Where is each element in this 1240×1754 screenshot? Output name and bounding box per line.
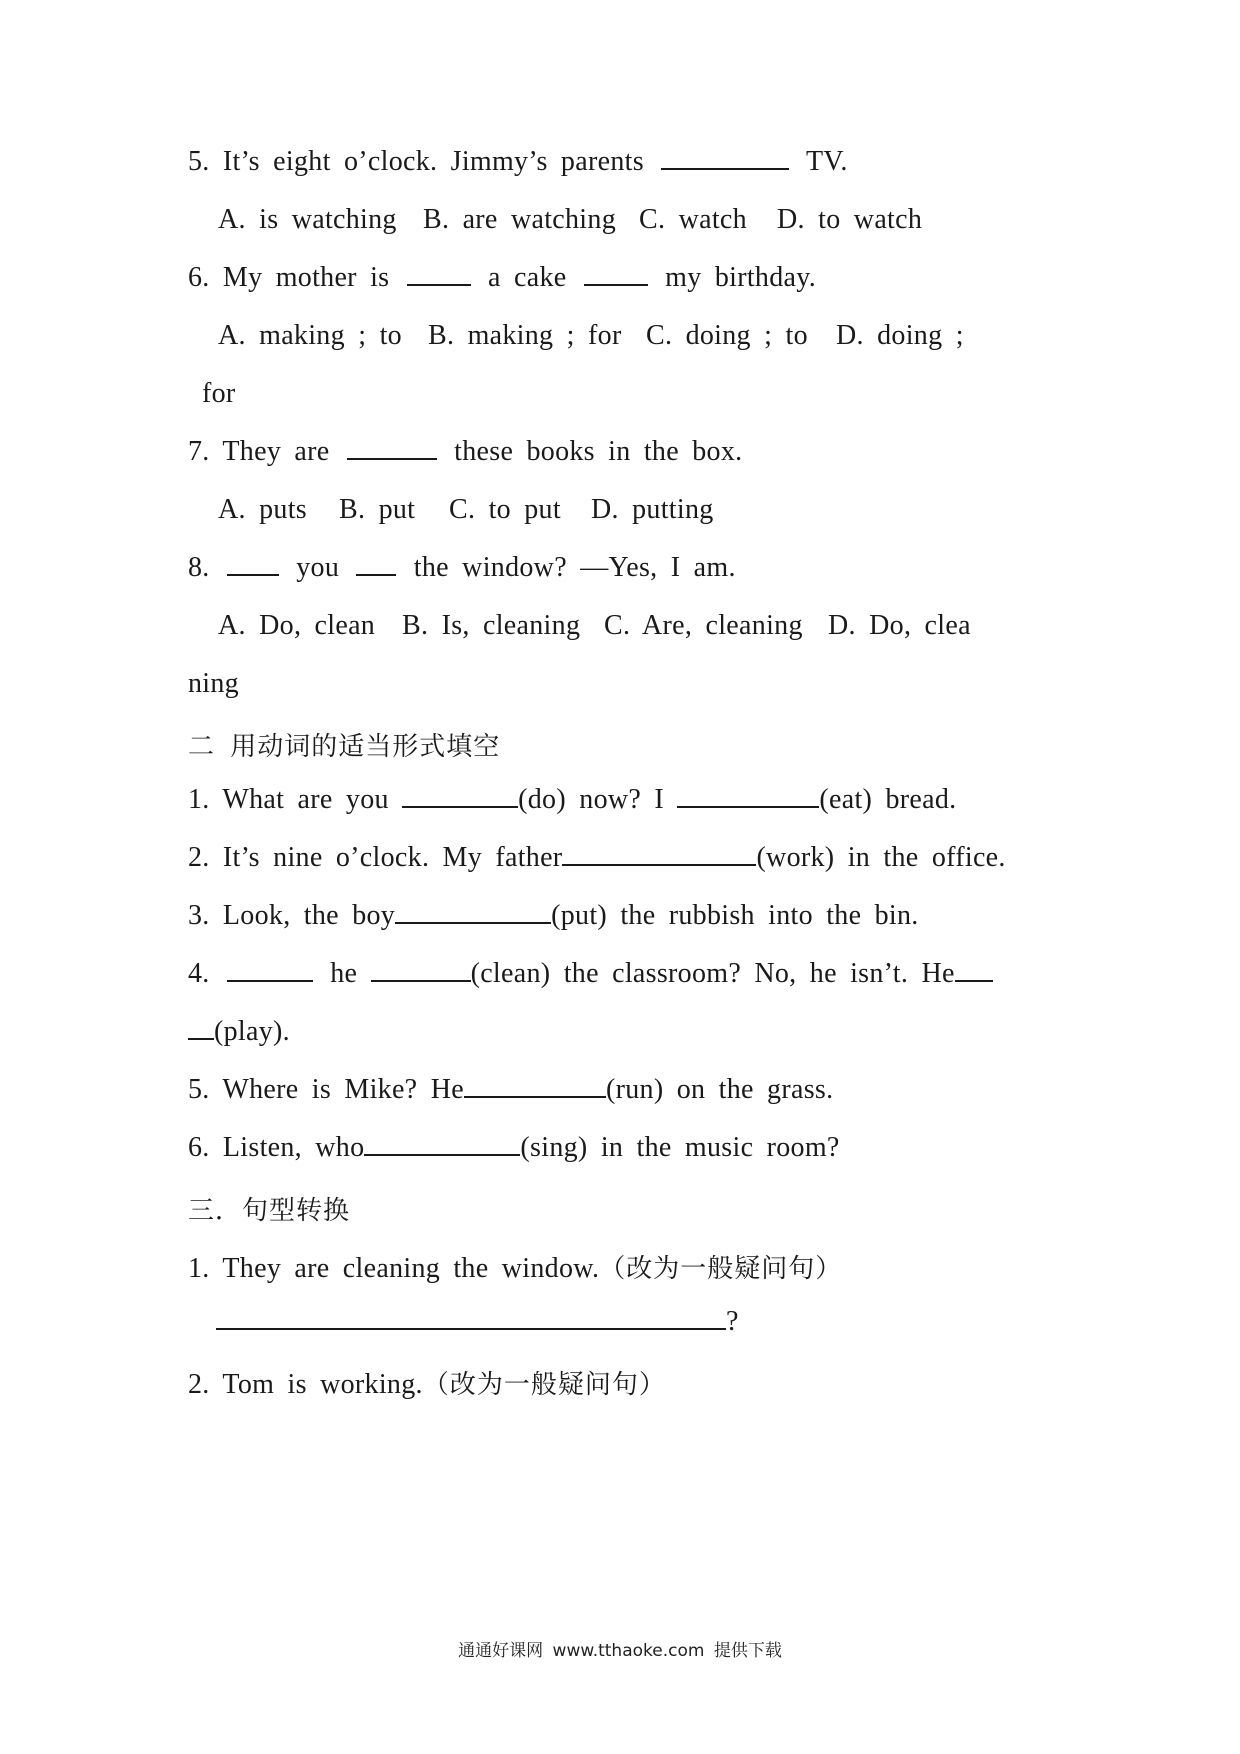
answer-blank[interactable] xyxy=(677,784,819,808)
option-d: D. putting xyxy=(591,494,714,525)
option-c: C. watch xyxy=(639,204,747,235)
fill-q4-text-mid: he xyxy=(330,958,358,989)
answer-blank[interactable] xyxy=(955,958,993,982)
option-d: D. Do, clea xyxy=(828,610,971,641)
answer-blank[interactable] xyxy=(395,900,551,924)
option-a: A. puts xyxy=(218,494,307,525)
option-b: B. put xyxy=(339,494,416,525)
answer-blank[interactable] xyxy=(188,1016,214,1040)
transform-q1-note: （改为一般疑问句） xyxy=(599,1254,843,1284)
q6-stem: 6. My mother is xyxy=(188,262,390,293)
fill-q5-text-end: (run) on the grass. xyxy=(605,1074,834,1105)
fill-question-6 xyxy=(188,1132,840,1164)
fill-q3-text: 3. Look, the boy xyxy=(188,900,396,931)
page-footer: 通通好课网 www.tthaoke.com 提供下载 xyxy=(458,1641,782,1661)
answer-blank[interactable] xyxy=(584,262,648,286)
fill-q1-text-mid: (do) now? I xyxy=(518,784,665,815)
fill-q6-text: 6. Listen, who xyxy=(188,1132,365,1163)
q5-stem: 5. It’s eight o’clock. Jimmy’s parents xyxy=(188,146,644,177)
fill-question-5 xyxy=(188,1074,833,1106)
fill-q4-wrap xyxy=(188,1016,290,1048)
question-6 xyxy=(188,262,816,294)
q6-stem-end: my birthday. xyxy=(665,262,817,293)
answer-blank[interactable] xyxy=(364,1132,520,1156)
transform-q1-text: 1. They are cleaning the window. xyxy=(188,1253,600,1284)
q5-stem-end: TV. xyxy=(806,146,848,177)
answer-blank[interactable] xyxy=(227,552,279,576)
answer-blank[interactable] xyxy=(407,262,471,286)
answer-blank[interactable] xyxy=(216,1306,726,1330)
q8-options xyxy=(218,610,971,642)
option-a: A. making ; to xyxy=(218,320,402,351)
fill-q6-text-end: (sing) in the music room? xyxy=(520,1132,840,1163)
option-c: C. doing ; to xyxy=(646,320,808,351)
q8-stem: 8. xyxy=(188,552,210,583)
answer-blank[interactable] xyxy=(227,958,313,982)
q6-options xyxy=(218,320,964,352)
fill-q2-text: 2. It’s nine o’clock. My father xyxy=(188,842,563,873)
q8-stem-end: the window? —Yes, I am. xyxy=(413,552,736,583)
section-2-heading: 二 用动词的适当形式填空 xyxy=(188,732,501,762)
option-b: B. are watching xyxy=(423,204,616,235)
option-c: C. Are, cleaning xyxy=(604,610,803,641)
section-3-heading: 三．句型转换 xyxy=(188,1196,351,1226)
answer-blank[interactable] xyxy=(371,958,471,982)
option-a: A. is watching xyxy=(218,204,397,235)
transform-question-2 xyxy=(188,1364,666,1401)
option-d: D. doing ; xyxy=(836,320,964,351)
fill-q4-wrap-text: (play). xyxy=(214,1016,290,1047)
question-mark: ? xyxy=(726,1306,739,1337)
q6-stem-mid: a cake xyxy=(488,262,567,293)
option-c: C. to put xyxy=(449,494,561,525)
q8-option-wrap: ning xyxy=(188,668,239,699)
fill-question-1 xyxy=(188,784,956,816)
answer-blank[interactable] xyxy=(464,1074,606,1098)
fill-q1-text: 1. What are you xyxy=(188,784,389,815)
q7-stem-end: these books in the box. xyxy=(454,436,743,467)
answer-blank[interactable] xyxy=(356,552,396,576)
question-5 xyxy=(188,146,848,178)
fill-question-3 xyxy=(188,900,919,932)
transform-question-1 xyxy=(188,1248,842,1285)
fill-q4-text: 4. xyxy=(188,958,210,989)
q8-stem-mid: you xyxy=(296,552,340,583)
q7-stem: 7. They are xyxy=(188,436,330,467)
q6-option-wrap: for xyxy=(202,378,236,409)
question-8 xyxy=(188,552,736,584)
option-b: B. making ; for xyxy=(428,320,622,351)
fill-q5-text: 5. Where is Mike? He xyxy=(188,1074,464,1105)
answer-blank[interactable] xyxy=(562,842,756,866)
option-b: B. Is, cleaning xyxy=(402,610,581,641)
answer-blank[interactable] xyxy=(661,146,789,170)
answer-blank[interactable] xyxy=(347,436,437,460)
fill-q3-text-end: (put) the rubbish into the bin. xyxy=(551,900,919,931)
question-7 xyxy=(188,436,742,468)
fill-q2-text-end: (work) in the office. xyxy=(756,842,1006,873)
q5-options xyxy=(218,204,922,236)
fill-q4-text-end: (clean) the classroom? No, he isn’t. He xyxy=(470,958,955,989)
option-d: D. to watch xyxy=(777,204,923,235)
transform-q2-note: （改为一般疑问句） xyxy=(422,1370,666,1400)
transform-q1-answer-line xyxy=(216,1306,739,1338)
fill-q1-text-end: (eat) bread. xyxy=(819,784,957,815)
fill-question-2 xyxy=(188,842,1006,874)
option-a: A. Do, clean xyxy=(218,610,376,641)
answer-blank[interactable] xyxy=(402,784,518,808)
fill-question-4 xyxy=(188,958,993,990)
transform-q2-text: 2. Tom is working. xyxy=(188,1369,423,1400)
q7-options xyxy=(218,494,714,526)
